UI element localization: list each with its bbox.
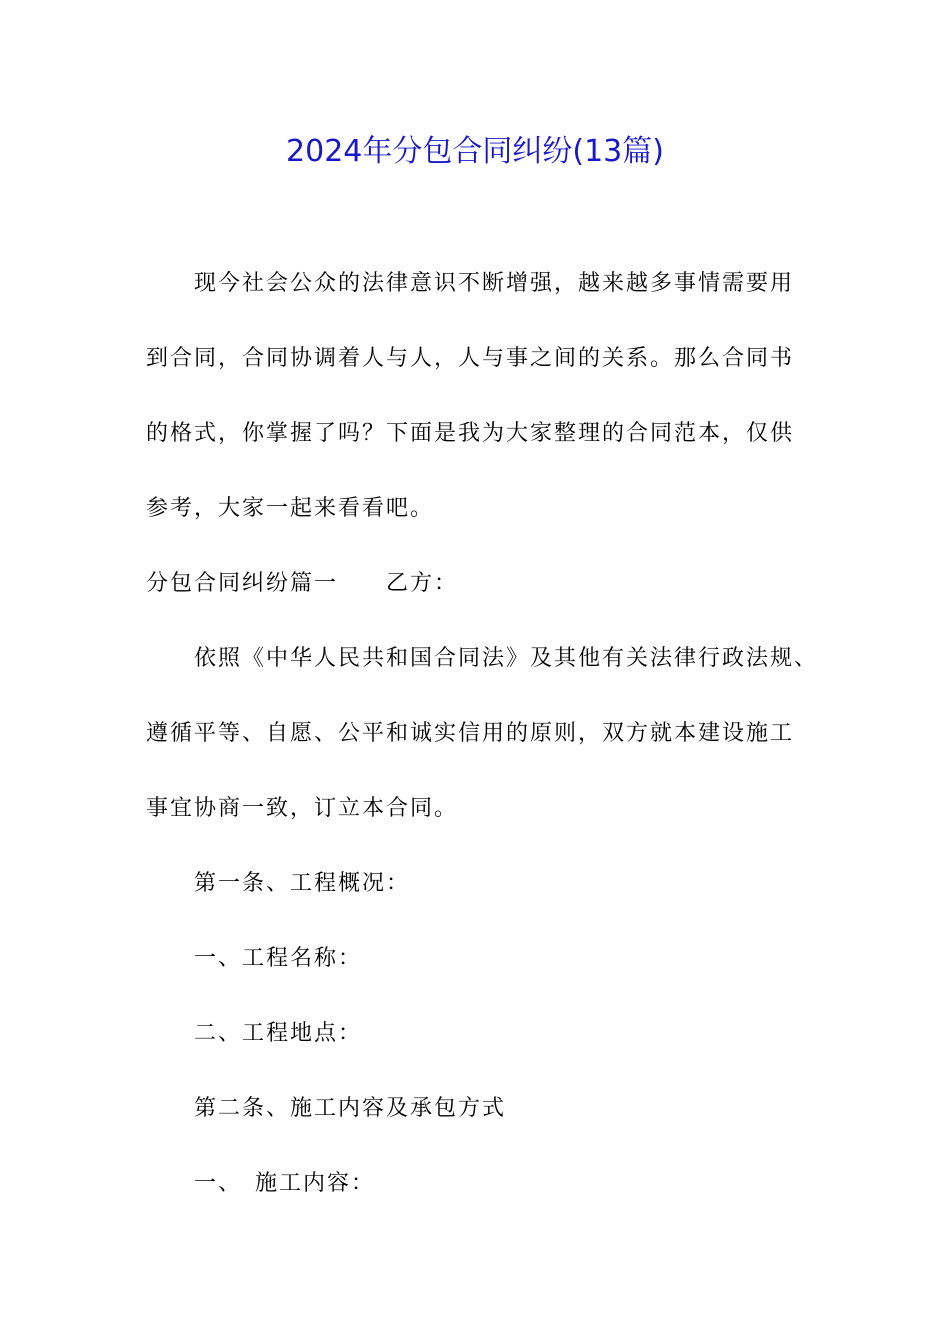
construction-content-field: 一、 施工内容： bbox=[194, 1171, 376, 1196]
section-heading-1: 分包合同纠纷篇一 乙方： bbox=[146, 571, 459, 596]
article-2-heading: 第二条、施工内容及承包方式 bbox=[194, 1096, 507, 1121]
project-location-field: 二、工程地点： bbox=[194, 1021, 363, 1046]
page-title: 2024年分包合同纠纷(13篇) bbox=[286, 134, 664, 169]
project-name-field: 一、工程名称： bbox=[194, 946, 363, 971]
body-line-1: 依照《中华人民共和国合同法》及其他有关法律行政法规、 bbox=[194, 646, 819, 671]
body-line-3: 事宜协商一致，订立本合同。 bbox=[146, 796, 459, 821]
article-1-heading: 第一条、工程概况： bbox=[194, 871, 411, 896]
intro-line-4: 参考，大家一起来看看吧。 bbox=[146, 496, 435, 521]
intro-line-1: 现今社会公众的法律意识不断增强，越来越多事情需要用 bbox=[194, 271, 795, 296]
body-line-2: 遵循平等、自愿、公平和诚实信用的原则，双方就本建设施工 bbox=[146, 721, 795, 746]
intro-line-3: 的格式，你掌握了吗？下面是我为大家整理的合同范本，仅供 bbox=[146, 421, 795, 446]
intro-line-2: 到合同，合同协调着人与人，人与事之间的关系。那么合同书 bbox=[146, 346, 795, 371]
